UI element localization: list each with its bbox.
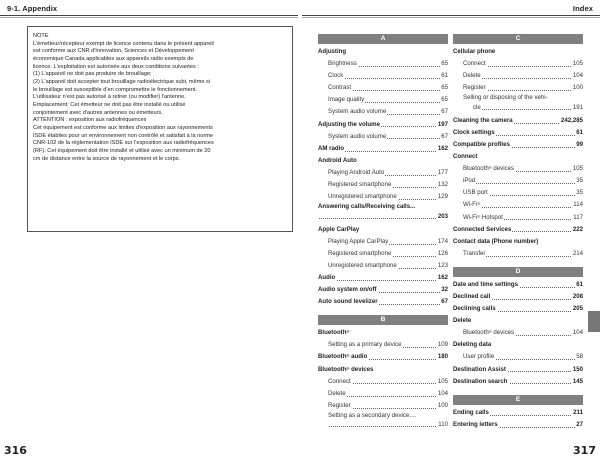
entry-page: 203 xyxy=(437,212,448,220)
index-entry[interactable]: USB port 35 xyxy=(453,187,583,199)
section-header-d: D xyxy=(453,267,583,277)
index-entry[interactable]: Unregistered smartphone 123 xyxy=(318,260,448,272)
section-header-c: C xyxy=(453,34,583,44)
index-entry[interactable]: Connect 105 xyxy=(318,376,448,388)
index-entry[interactable] xyxy=(453,94,583,114)
index-entry[interactable]: Connected Services 222 xyxy=(453,224,583,236)
index-entry[interactable]: Audio 162 xyxy=(318,272,448,284)
index-entry[interactable]: Declined call 208 xyxy=(453,291,583,303)
header-rule-right xyxy=(302,15,600,16)
index-entry[interactable]: Registered smartphone 132 xyxy=(318,179,448,191)
note-line: L'émetteur/récepteur exempt de licence contenu dans le présent appareil xyxy=(33,40,214,47)
index-entry[interactable]: Register 100 xyxy=(318,400,448,412)
index-entry[interactable]: Connect 105 xyxy=(453,58,583,70)
entry-label: Selling or disposing of the vehi- xyxy=(463,94,548,102)
section-header-e: E xyxy=(453,395,583,405)
index-entry[interactable] xyxy=(318,412,448,432)
index-heading: Bluetooth® xyxy=(318,329,350,337)
section-header-b: B xyxy=(318,315,448,325)
note-line: le brouillage est susceptible d'en compromettre le fonctionnement. xyxy=(33,86,197,93)
index-entry[interactable]: Bluetooth® devices 104 xyxy=(453,327,583,339)
header-rule-left xyxy=(0,15,298,16)
index-entry[interactable]: Registered smartphone 126 xyxy=(318,248,448,260)
note-line: (2) L'appareil doit accepter tout brouillage radioélectrique subi, même si xyxy=(33,78,211,85)
note-line: Cet équipement est conforme aux limites d'exposition aux rayonnements xyxy=(33,124,213,131)
note-line: économique Canada applicables aux appareils radio exempts de xyxy=(33,55,194,62)
index-entry[interactable]: AM radio 162 xyxy=(318,143,448,155)
entry-label: Answering calls/Receiving calls... xyxy=(318,203,416,211)
index-entry[interactable]: Destination search 145 xyxy=(453,376,583,388)
index-heading: Adjusting xyxy=(318,48,347,55)
index-entry[interactable]: Transfer 214 xyxy=(453,248,583,260)
chapter-thumb-tab xyxy=(588,311,600,332)
header-subrule-right xyxy=(302,17,600,18)
regulatory-note-box xyxy=(27,26,293,232)
index-entry[interactable]: System audio volume 67 xyxy=(318,131,448,143)
index-heading: Android Auto xyxy=(318,156,357,164)
index-entry[interactable]: Bluetooth® audio 180 xyxy=(318,351,448,363)
index-entry[interactable]: Wi-Fi® 114 xyxy=(453,199,583,211)
index-entry[interactable]: User profile 58 xyxy=(453,351,583,363)
index-entry[interactable]: Playing Android Auto 177 xyxy=(318,167,448,179)
index-heading: Delete xyxy=(453,317,472,325)
index-heading: Connect xyxy=(453,153,478,161)
index-heading: Bluetooth® devices xyxy=(318,365,374,373)
index-entry[interactable]: Adjusting the volume 197 xyxy=(318,119,448,131)
index-entry[interactable]: Image quality 65 xyxy=(318,94,448,106)
index-entry[interactable]: Contrast 65 xyxy=(318,82,448,94)
note-line: est conforme aux CNR d'Innovation, Sciences et Développement xyxy=(33,48,194,55)
index-entry[interactable]: Cleaning the camera 242,285 xyxy=(453,115,583,127)
index-title: Index xyxy=(572,4,593,13)
index-column-right xyxy=(453,34,583,431)
index-entry[interactable]: Delete 104 xyxy=(453,70,583,82)
entry-page: 191 xyxy=(572,103,583,111)
index-entry[interactable]: Ending calls 211 xyxy=(453,407,583,419)
entry-label: Setting as a secondary device.... xyxy=(328,411,417,419)
note-line: ATTENTION : exposition aux radiofréquences xyxy=(33,117,147,124)
index-entry[interactable]: Clock settings 61 xyxy=(453,127,583,139)
entry-label: cle xyxy=(473,103,481,111)
header-subrule-left xyxy=(0,17,298,18)
index-heading: Deleting data xyxy=(453,341,492,349)
index-heading: Cellular phone xyxy=(453,48,496,55)
index-entry[interactable]: Playing Apple CarPlay 174 xyxy=(318,236,448,248)
section-title: 9-1. Appendix xyxy=(7,4,58,13)
index-entry[interactable]: Destination Assist 150 xyxy=(453,364,583,376)
note-line: licence. L'exploitation est autorisée aux deux conditions suivantes : xyxy=(33,63,199,70)
index-entry[interactable]: Register 100 xyxy=(453,82,583,94)
index-entry[interactable]: Wi-Fi® Hotspot 117 xyxy=(453,212,583,224)
index-entry[interactable]: System audio volume 67 xyxy=(318,106,448,118)
index-entry[interactable]: Delete 104 xyxy=(318,388,448,400)
note-line: L'utilisateur n'est pas autorisé à retirer (ou modifier) l'antenne. xyxy=(33,94,186,101)
page-number-left: 316 xyxy=(4,444,27,457)
index-entry[interactable]: Clock 61 xyxy=(318,70,448,82)
index-entry[interactable]: Audio system on/off 32 xyxy=(318,284,448,296)
note-line: ISDE établies pour un environnement non contrôlé et satisfait à la norme xyxy=(33,132,214,139)
index-column-left xyxy=(318,34,448,432)
entry-page: 110 xyxy=(438,421,448,429)
index-entry[interactable]: Entering letters 27 xyxy=(453,419,583,431)
note-line: (1) L'appareil ne doit pas produire de brouillage; xyxy=(33,71,152,78)
note-line: cm de distance entre la source de rayonnement et le corps. xyxy=(33,155,181,162)
index-entry[interactable]: Compatible profiles 99 xyxy=(453,139,583,151)
index-entry[interactable] xyxy=(318,203,448,223)
page-number-right: 317 xyxy=(573,444,596,457)
index-entry[interactable]: Brightness 65 xyxy=(318,58,448,70)
index-heading: Contact data (Phone number) xyxy=(453,237,539,245)
note-line: Emplacement: Cet émetteur ne doit pas être installé ou utilisé xyxy=(33,101,186,108)
note-line: CNR-102 de la réglementation ISDE sur l'exposition aux radiofréquences xyxy=(33,140,214,147)
index-entry[interactable]: Bluetooth® devices 105 xyxy=(453,163,583,175)
index-entry[interactable]: Declining calls 205 xyxy=(453,303,583,315)
index-entry[interactable]: Auto sound levelizer 67 xyxy=(318,296,448,308)
index-entry[interactable]: Date and time settings 61 xyxy=(453,279,583,291)
index-heading: Apple CarPlay xyxy=(318,225,360,233)
index-entry[interactable]: Setting as a primary device 109 xyxy=(318,339,448,351)
index-entry[interactable]: Unregistered smartphone 129 xyxy=(318,191,448,203)
note-line: (RF). Cet équipement doit être installé et utilisé avec un minimum de 20 xyxy=(33,147,211,154)
note-line: conjointement avec d'autres antennes ou émetteurs. xyxy=(33,109,163,116)
note-line: NOTE xyxy=(33,33,49,39)
index-entry[interactable]: iPod 35 xyxy=(453,175,583,187)
section-header-a: A xyxy=(318,34,448,44)
